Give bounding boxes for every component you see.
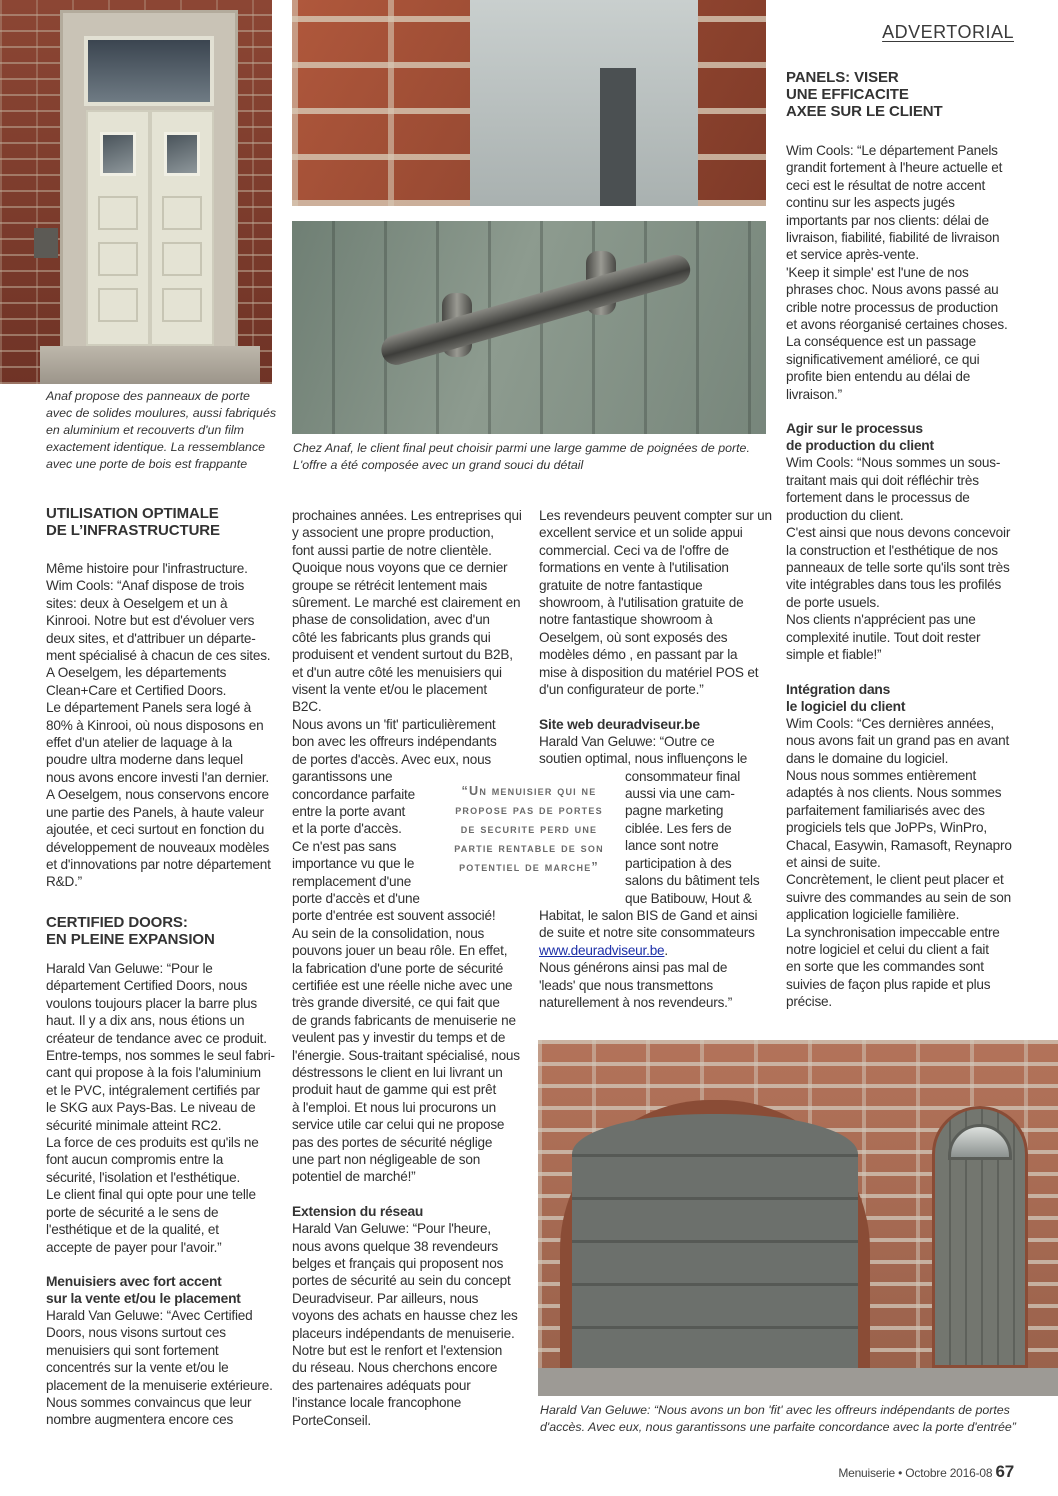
text-line: phrases choc. Nous avons passé au bbox=[786, 282, 999, 298]
text-line: Nous nous sommes entièrement bbox=[786, 767, 977, 783]
text-line: déstressons le client en lui livrant un bbox=[292, 1065, 503, 1080]
text-line: 'Keep it simple' est l'une de nos bbox=[786, 264, 969, 280]
text-line: veulent pas y investir du temps et de bbox=[292, 1030, 506, 1046]
publication-name: Menuiserie • Octobre 2016-08 bbox=[838, 1466, 993, 1480]
text-line: côté les fabricants plus grands qui bbox=[292, 629, 491, 645]
text-line: Le département Panels sera logé à bbox=[46, 700, 251, 716]
garage-door-photo bbox=[538, 1040, 1058, 1396]
text-line: de securite perd une bbox=[460, 822, 598, 836]
text-line: voulons toujours placer la barre plus bbox=[46, 995, 257, 1011]
text-line: Wim Cools: “Le département Panels bbox=[786, 143, 998, 158]
text-line: deux sites, et d'attribuer un départe- bbox=[46, 630, 256, 646]
text-line: simple et fiable!” bbox=[786, 646, 882, 662]
text-line: modèles démo , en passant par la bbox=[539, 647, 738, 663]
brick-wall-photo bbox=[292, 0, 766, 206]
col4-paragraph-2 bbox=[786, 454, 1020, 663]
text-line: 'leads' que nous transmettons bbox=[539, 977, 713, 993]
text-line: produit haut de gamme qui est prêt bbox=[292, 1082, 497, 1098]
text-line: que Batibouw, Hout & bbox=[625, 890, 752, 906]
col1-paragraph-2 bbox=[46, 960, 278, 1256]
text-line: ceci est le résultat de notre accent bbox=[786, 177, 986, 193]
text-line: excellent service et un solide appui bbox=[539, 525, 743, 541]
text-line: Harald Van Geluwe: “Outre ce bbox=[539, 733, 715, 749]
text-line: Notre but est le renfort et l'extension bbox=[292, 1343, 503, 1359]
text-line: de grands fabricants de menuiserie ne bbox=[292, 1012, 516, 1028]
text-line: Agir sur le processus bbox=[786, 421, 923, 437]
text-line: à l'emploi. Et nous lui procurons un bbox=[292, 1099, 496, 1115]
text-line: y associent une propre production, bbox=[292, 525, 494, 541]
text-line: sécurité, l'isolation et l'esthétique. bbox=[46, 1169, 241, 1185]
col3-paragraph-2-top bbox=[539, 733, 773, 768]
text-line: exactement identique. La ressemblance bbox=[46, 440, 266, 454]
text-line: et la porte d'accès. bbox=[292, 821, 402, 837]
text-line: accepte de payer pour l'avoir.” bbox=[46, 1239, 222, 1255]
text-line: prochaines années. Les entreprises qui bbox=[292, 508, 522, 523]
text-line: Wim Cools: “Nous sommes un sous- bbox=[786, 455, 1001, 471]
text-line: pouvons jouer un beau rôle. En effet, bbox=[292, 943, 508, 959]
text-line: une part non négligeable de son bbox=[292, 1152, 481, 1168]
door-photo bbox=[0, 0, 272, 384]
text-line: CERTIFIED DOORS: bbox=[46, 914, 188, 931]
text-line: font aucun compromis entre la bbox=[46, 1152, 224, 1168]
text-line: ment spécialisé à chacun de ces sites. bbox=[46, 648, 271, 664]
col3-paragraph-1 bbox=[539, 507, 773, 698]
text-line: porte de sécurité a le sens de bbox=[46, 1204, 219, 1220]
text-line: grandit fortement à l'heure actuelle et bbox=[786, 160, 1003, 176]
text-line: et d'un autre côté les menuisiers qui bbox=[292, 664, 502, 680]
col1-paragraph-3 bbox=[46, 1307, 278, 1429]
text-line: importants par nos clients: délai de bbox=[786, 212, 989, 228]
text-line: Wim Cools: “Ces dernières années, bbox=[786, 715, 994, 731]
text-line: entre la porte avant bbox=[292, 803, 406, 819]
section-tag: ADVERTORIAL bbox=[882, 22, 1014, 42]
text-line: La synchronisation impeccable entre bbox=[786, 924, 1000, 940]
text-line: menuisiers qui sont fortement bbox=[46, 1342, 219, 1358]
text-line: Le client final qui opte pour une telle bbox=[46, 1187, 256, 1203]
text-line: Ce n'est pas sans bbox=[292, 838, 397, 854]
text-line: le logiciel du client bbox=[786, 698, 906, 714]
text-line: AXEE SUR LE CLIENT bbox=[786, 103, 943, 120]
text-line: notre logiciel et celui du client a fait bbox=[786, 942, 989, 958]
col3-text bbox=[539, 507, 773, 1011]
text-line: garantissons une bbox=[292, 769, 393, 785]
text-line: livraison, fiabilité, fiabilité de livraison bbox=[786, 230, 1000, 246]
text-line: pas des portes de sécurité néglige bbox=[292, 1134, 493, 1150]
col2-paragraph-2-top bbox=[292, 716, 526, 768]
text-line: bon avec les offreurs indépendants bbox=[292, 734, 497, 750]
text-line: placeurs indépendants de menuiserie. bbox=[292, 1325, 515, 1341]
text-line: Quoique nous voyons que ce dernier bbox=[292, 560, 508, 576]
text-line: importance vu que le bbox=[292, 856, 415, 872]
text-line: Au sein de la consolidation, nous bbox=[292, 925, 485, 941]
text-line: ciblée. Les fers de bbox=[625, 820, 732, 836]
text-line: l'instance locale francophone bbox=[292, 1395, 462, 1411]
text-line: lance sont notre bbox=[625, 838, 719, 854]
text-line: propose pas de portes bbox=[455, 803, 603, 817]
text-line: adaptés à nos clients. Nous sommes bbox=[786, 785, 1002, 801]
text-line: R&D.” bbox=[46, 874, 83, 890]
page-footer bbox=[838, 1462, 1014, 1482]
col2-text bbox=[292, 507, 526, 1429]
text-line: de porte usuels. bbox=[786, 594, 880, 610]
text-line: remplacement d'une bbox=[292, 873, 412, 889]
text-line: nous avons fait un grand pas en avant bbox=[786, 733, 1010, 749]
text-line: Concrètement, le client peut placer et bbox=[786, 872, 1004, 888]
text-line: Harald Van Geluwe: “Pour l'heure, bbox=[292, 1221, 491, 1237]
text-line: gratuite de notre fantastique bbox=[539, 577, 703, 593]
text-line: créateur de tendance avec ce produit. bbox=[46, 1030, 267, 1046]
text-line: et le PVC, intégralement certifiés par bbox=[46, 1082, 260, 1098]
text-line: Chez Anaf, le client final peut choisir parmi une large gamme de poignées de porte. bbox=[293, 441, 750, 455]
text-line: UTILISATION OPTIMALE bbox=[46, 505, 219, 522]
text-line: Oeselgem, où sont exposés des bbox=[539, 629, 728, 645]
text-line: et avons réorganisé certaines choses. bbox=[786, 317, 1008, 333]
handle-photo-caption bbox=[293, 440, 763, 474]
subheading-logiciel bbox=[786, 681, 1020, 715]
text-line: Wim Cools: “Anaf dispose de trois bbox=[46, 578, 245, 594]
text-line: dans le domaine du logiciel. bbox=[786, 750, 949, 766]
door-photo-caption bbox=[46, 388, 276, 473]
text-line: aussi via une cam- bbox=[625, 786, 735, 802]
link-punctuation: . bbox=[664, 942, 668, 958]
text-line: naturellement à nos revendeurs.” bbox=[539, 994, 733, 1010]
text-line: parfaitement familiarisés avec des bbox=[786, 802, 985, 818]
text-line: de suite et notre site consommateurs bbox=[539, 925, 755, 941]
col2-paragraph-2-rest bbox=[292, 907, 526, 1186]
text-line: font aussi partie de notre clientèle. bbox=[292, 542, 492, 558]
col3-paragraph-3 bbox=[539, 959, 773, 1011]
text-line: portes de sécurité au sein du concept bbox=[292, 1273, 511, 1289]
text-line: production du client. bbox=[786, 507, 904, 523]
text-line: de portes d'accès. Avec eux, nous bbox=[292, 751, 492, 767]
text-line: suivies de façon plus rapide et plus bbox=[786, 976, 991, 992]
subheading-menuisiers bbox=[46, 1273, 278, 1307]
text-line: showroom, à l'utilisation gratuite de bbox=[539, 595, 744, 611]
text-line: crible notre processus de production bbox=[786, 299, 998, 315]
col2-paragraph-3 bbox=[292, 1220, 526, 1429]
text-line: Kinrooi. Notre but est d'évoluer vers bbox=[46, 613, 255, 629]
text-line: Menuisiers avec fort accent bbox=[46, 1274, 222, 1289]
text-line: sûrement. Le marché est clairement en bbox=[292, 595, 521, 611]
text-line: belges et français qui proposent nos bbox=[292, 1256, 504, 1272]
text-line: potentiel de marche” bbox=[459, 860, 599, 874]
text-line: vite intégrables dans tous les profilés bbox=[786, 577, 1002, 593]
text-line: poudre ultra moderne dans lequel bbox=[46, 752, 243, 768]
text-line: des partenaires adéquats pour bbox=[292, 1377, 471, 1393]
text-line: produisent et vendent surtout du B2B, bbox=[292, 647, 513, 663]
text-line: Clean+Care et Certified Doors. bbox=[46, 682, 227, 698]
col3-paragraph-2-rest bbox=[539, 907, 773, 942]
text-line: traitant mais qui doit réfléchir très bbox=[786, 472, 979, 488]
deuradviseur-link[interactable]: www.deuradviseur.be bbox=[539, 942, 665, 958]
text-line: service utile car celui qui ne propose bbox=[292, 1117, 505, 1133]
text-line: A Oeselgem, les départements bbox=[46, 665, 227, 681]
text-line: salons du bâtiment tels bbox=[625, 873, 760, 889]
heading-certified-doors bbox=[46, 914, 276, 948]
heading-infrastructure bbox=[46, 505, 276, 539]
text-line: ajoutée, et ceci surtout en fonction du bbox=[46, 822, 265, 838]
text-line: potentiel de marché!” bbox=[292, 1169, 416, 1185]
text-line: sécurité minimale atteint RC2. bbox=[46, 1117, 222, 1133]
text-line: nous avons encore investi l'an dernier. bbox=[46, 769, 270, 785]
col2-paragraph-2-narrow bbox=[292, 768, 426, 907]
text-line: participation à des bbox=[625, 855, 732, 871]
text-line: nombre augmentera encore ces bbox=[46, 1412, 234, 1428]
text-line: voyons des achats en hausse chez les bbox=[292, 1308, 518, 1324]
text-line: formations en vente à l'utilisation bbox=[539, 560, 729, 576]
text-line: avec une porte de bois est frappante bbox=[46, 457, 248, 471]
subheading-processus bbox=[786, 420, 1020, 454]
text-line: avec de solides moulures, aussi fabriqués bbox=[46, 406, 277, 420]
text-line: Harald Van Geluwe: “Nous avons un bon 'fit' avec les offreurs indépendants de portes bbox=[540, 1403, 1010, 1417]
text-line: Doors, nous visons surtout ces bbox=[46, 1325, 226, 1341]
text-line: département Certified Doors, nous bbox=[46, 978, 248, 994]
text-line: consommateur final bbox=[625, 768, 741, 784]
text-line: La conséquence est un passage bbox=[786, 334, 976, 350]
text-line: continu sur les aspects jugés bbox=[786, 195, 955, 211]
text-line: la construction et l'esthétique de nos bbox=[786, 542, 998, 558]
text-line: effet d'un atelier de laquage à la bbox=[46, 735, 233, 751]
text-line: une partie des Panels, à haute valeur bbox=[46, 804, 264, 820]
subheading-extension: Extension du réseau bbox=[292, 1204, 424, 1220]
col1-subsection bbox=[46, 1273, 278, 1429]
text-line: groupe se rétrécit lentement mais bbox=[292, 577, 488, 593]
text-line: C'est ainsi que nous devons concevoir bbox=[786, 525, 1011, 541]
text-line: application logicielle familière. bbox=[786, 907, 960, 923]
page-number: 67 bbox=[995, 1462, 1014, 1481]
text-line: La force de ces produits est qu'ils ne bbox=[46, 1135, 259, 1151]
text-line: en sorte que les commandes sont bbox=[786, 959, 984, 975]
text-line: progiciels tels que JoPPs, WinPro, bbox=[786, 820, 987, 836]
text-line: Les revendeurs peuvent compter sur un bbox=[539, 508, 772, 523]
text-line: soutien optimal, nous influençons le bbox=[539, 751, 748, 767]
text-line: sites: deux à Oeselgem et un à bbox=[46, 595, 228, 611]
text-line: en aluminium et recouverts d'un film bbox=[46, 423, 244, 437]
door-handle-photo bbox=[292, 221, 766, 434]
text-line: visent la vente et/ou le placement bbox=[292, 682, 487, 698]
text-line: Harald Van Geluwe: “Avec Certified bbox=[46, 1308, 253, 1323]
text-line: concentrés sur la vente et/ou le bbox=[46, 1360, 229, 1376]
text-line: Entre-temps, nos sommes le seul fabri- bbox=[46, 1048, 275, 1064]
text-line: porte d'accès et d'une bbox=[292, 890, 420, 906]
text-line: concordance parfaite bbox=[292, 786, 415, 802]
text-line: “Un menuisier qui ne bbox=[461, 784, 597, 798]
text-line: DE L’INFRASTRUCTURE bbox=[46, 522, 220, 539]
text-line: d'un configurateur de porte.” bbox=[539, 682, 704, 698]
col2-paragraph-1 bbox=[292, 507, 526, 716]
text-line: Chacal, Easywin, Ramasoft, Reynapro bbox=[786, 837, 1012, 853]
text-line: notre fantastique showroom à bbox=[539, 612, 713, 628]
text-line: Même histoire pour l'infrastructure. bbox=[46, 561, 248, 576]
text-line: Deuradviseur. Par ailleurs, nous bbox=[292, 1290, 479, 1306]
text-line: et d'innovations par notre département bbox=[46, 856, 271, 872]
text-line: haut. Il y a dix ans, nous étions un bbox=[46, 1013, 245, 1029]
text-line: EN PLEINE EXPANSION bbox=[46, 931, 215, 948]
text-line: fortement dans le processus de bbox=[786, 490, 970, 506]
subheading-site-web: Site web deuradviseur.be bbox=[539, 716, 700, 732]
text-line: Anaf propose des panneaux de porte bbox=[46, 389, 250, 403]
text-line: panneaux de telle sorte qu'ils sont très bbox=[786, 559, 1010, 575]
text-line: et ainsi de suite. bbox=[786, 855, 881, 870]
text-line: l'esthétique et de la qualité, et bbox=[46, 1222, 219, 1238]
text-line: profite bien entendu au délai de bbox=[786, 369, 971, 385]
text-line: Harald Van Geluwe: “Pour le bbox=[46, 961, 213, 976]
text-line: mise à disposition du matériel POS et bbox=[539, 664, 759, 680]
text-line: phase de consolidation, avec d'un bbox=[292, 612, 490, 628]
col4-paragraph-3 bbox=[786, 715, 1020, 1011]
text-line: livraison.” bbox=[786, 386, 842, 402]
col1-paragraph-1 bbox=[46, 560, 278, 891]
col3-paragraph-2-narrow bbox=[625, 768, 773, 907]
text-line: suivre des commandes au sein de son bbox=[786, 889, 1011, 905]
text-line: cant qui propose à la fois l'aluminium bbox=[46, 1065, 261, 1081]
text-line: Intégration dans bbox=[786, 681, 891, 697]
text-line: sur la vente et/ou le placement bbox=[46, 1291, 241, 1306]
text-line: développement de nouveaux modèles bbox=[46, 839, 270, 855]
heading-panels bbox=[786, 69, 1016, 120]
garage-photo-caption bbox=[540, 1402, 1040, 1436]
text-line: PANELS: VISER bbox=[786, 69, 899, 86]
text-line: partie rentable de son bbox=[454, 841, 604, 855]
col4-paragraph-1 bbox=[786, 142, 1020, 403]
text-line: d'accès. Avec eux, nous garantissons une parfaite concordance avec la porte d'entrée” bbox=[540, 1420, 1016, 1434]
text-line: 80% à Kinrooi, où nous disposons en bbox=[46, 717, 264, 733]
text-line: complexité inutile. Tout doit rester bbox=[786, 629, 981, 645]
text-line: Nous sommes convaincus que leur bbox=[46, 1395, 252, 1411]
text-line: Nous générons ainsi pas mal de bbox=[539, 960, 728, 976]
text-line: significativement amélioré, ce qui bbox=[786, 351, 980, 367]
text-line: très grande diversité, ce qui fait que bbox=[292, 995, 500, 1011]
text-line: commercial. Ceci va de l'offre de bbox=[539, 542, 729, 558]
text-line: porte d'entrée est souvent associé! bbox=[292, 908, 496, 924]
text-line: et service après-vente. bbox=[786, 247, 919, 263]
text-line: UNE EFFICACITE bbox=[786, 86, 909, 103]
text-line: la fabrication d'une porte de sécurité bbox=[292, 960, 504, 976]
text-line: A Oeselgem, nous conservons encore bbox=[46, 787, 269, 803]
col4-text bbox=[786, 142, 1020, 1011]
text-line: nous avons quelque 38 revendeurs bbox=[292, 1238, 498, 1254]
text-line: B2C. bbox=[292, 699, 322, 715]
text-line: certifiée est une réelle niche avec une bbox=[292, 977, 513, 993]
text-line: Habitat, le salon BIS de Gand et ainsi bbox=[539, 907, 758, 923]
text-line: du réseau. Nous cherchons encore bbox=[292, 1360, 498, 1376]
text-line: Nous avons un 'fit' particulièrement bbox=[292, 716, 496, 732]
text-line: l'énergie. Sous-traitant spécialisé, nous bbox=[292, 1047, 520, 1063]
text-line: L'offre a été composée avec un grand souci du détail bbox=[293, 458, 584, 472]
text-line: pagne marketing bbox=[625, 803, 724, 819]
text-line: Nos clients n'apprécient pas une bbox=[786, 612, 976, 628]
text-line: placement de la menuiserie extérieure. bbox=[46, 1377, 273, 1393]
text-line: précise. bbox=[786, 994, 832, 1010]
text-line: de production du client bbox=[786, 438, 934, 454]
text-line: PorteConseil. bbox=[292, 1412, 372, 1428]
text-line: le SKG aux Pays-Bas. Le niveau de bbox=[46, 1100, 256, 1116]
